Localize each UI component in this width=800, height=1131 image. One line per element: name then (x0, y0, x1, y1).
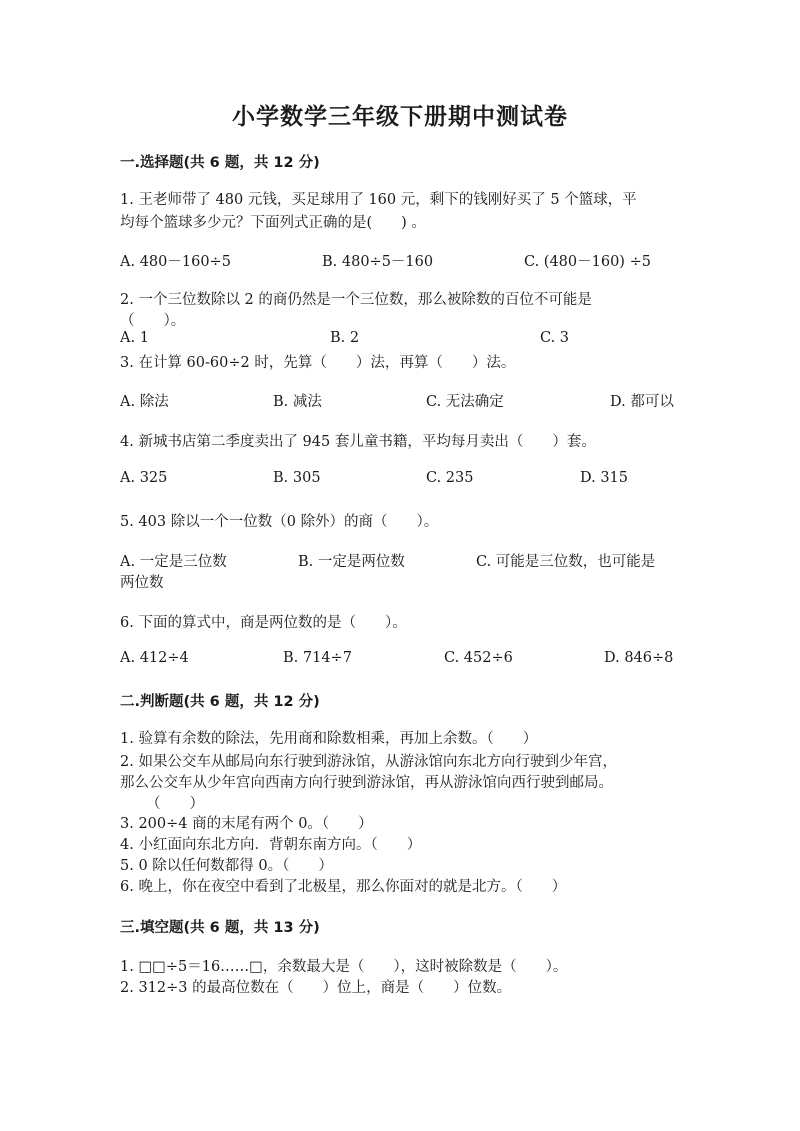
choice-option: B. 一定是两位数 (298, 554, 405, 570)
choice-option: C. 452÷6 (444, 650, 513, 666)
statement-text: 6. 晚上，你在夜空中看到了北极星，那么你面对的就是北方。（ ） (120, 879, 567, 895)
choice-option: A. 一定是三位数 (120, 554, 227, 570)
choice-option: D. 315 (580, 470, 629, 486)
choice-option: A. 412÷4 (120, 650, 189, 666)
choice-option-continued: 两位数 (120, 575, 164, 591)
question-text: 2. 一个三位数除以 2 的商仍然是一个三位数，那么被除数的百位不可能是 (120, 292, 592, 308)
statement-text: 2. 如果公交车从邮局向东行驶到游泳馆，从游泳馆向东北方向行驶到少年宫， (120, 754, 617, 770)
choice-option: C. (480－160) ÷5 (524, 254, 651, 270)
choice-option: A. 除法 (120, 394, 169, 410)
statement-text: 5. 0 除以任何数都得 0。（ ） (120, 858, 333, 874)
choice-option: D. 846÷8 (604, 650, 674, 666)
choice-option: A. 1 (120, 330, 149, 346)
choice-option: B. 2 (330, 330, 360, 346)
choice-option: B. 减法 (273, 394, 322, 410)
statement-text: 那么公交车从少年宫向西南方向行驶到游泳馆，再从游泳馆向西行驶到邮局。 (120, 775, 613, 791)
statement-text: 1. 验算有余数的除法，先用商和除数相乘，再加上余数。（ ） (120, 731, 538, 747)
choice-option: B. 305 (273, 470, 321, 486)
question-text: （ ）。 (120, 313, 186, 329)
choice-option: C. 3 (540, 330, 570, 346)
choice-option: C. 235 (426, 470, 474, 486)
choice-option: D. 都可以 (610, 394, 674, 410)
choice-option: B. 480÷5－160 (322, 254, 434, 270)
choice-option: C. 无法确定 (426, 394, 504, 410)
page-title: 小学数学三年级下册期中测试卷 (232, 104, 568, 130)
section-heading-choice: 一.选择题(共 6 题，共 12 分) (120, 155, 320, 171)
question-text: 3. 在计算 60-60÷2 时，先算（ ）法，再算（ ）法。 (120, 355, 516, 371)
question-text: 1. 王老师带了 480 元钱，买足球用了 160 元，剩下的钱刚好买了 5 个篮球，平 (120, 192, 637, 208)
statement-text: 3. 200÷4 商的末尾有两个 0。（ ） (120, 816, 373, 832)
choice-option: B. 714÷7 (283, 650, 352, 666)
statement-text: （ ） (146, 796, 204, 812)
statement-text: 4. 小红面向东北方向．背朝东南方向。（ ） (120, 837, 422, 853)
fill-blank-text: 1. □□÷5＝16……□，余数最大是（ ），这时被除数是（ ）。 (120, 959, 568, 975)
question-text: 4. 新城书店第二季度卖出了 945 套儿童书籍，平均每月卖出（ ）套。 (120, 434, 596, 450)
question-text: 均每个篮球多少元？下面列式正确的是( ) 。 (120, 215, 426, 231)
section-heading-fill-blank: 三.填空题(共 6 题，共 13 分) (120, 920, 320, 936)
section-heading-judgement: 二.判断题(共 6 题，共 12 分) (120, 694, 320, 710)
fill-blank-text: 2. 312÷3 的最高位数在（ ）位上，商是（ ）位数。 (120, 980, 512, 996)
choice-option: A. 325 (120, 470, 168, 486)
choice-option: A. 480－160÷5 (120, 254, 231, 270)
question-text: 5. 403 除以一个一位数（0 除外）的商（ ）。 (120, 514, 439, 530)
choice-option: C. 可能是三位数，也可能是 (476, 554, 656, 570)
question-text: 6. 下面的算式中，商是两位数的是（ ）。 (120, 615, 407, 631)
